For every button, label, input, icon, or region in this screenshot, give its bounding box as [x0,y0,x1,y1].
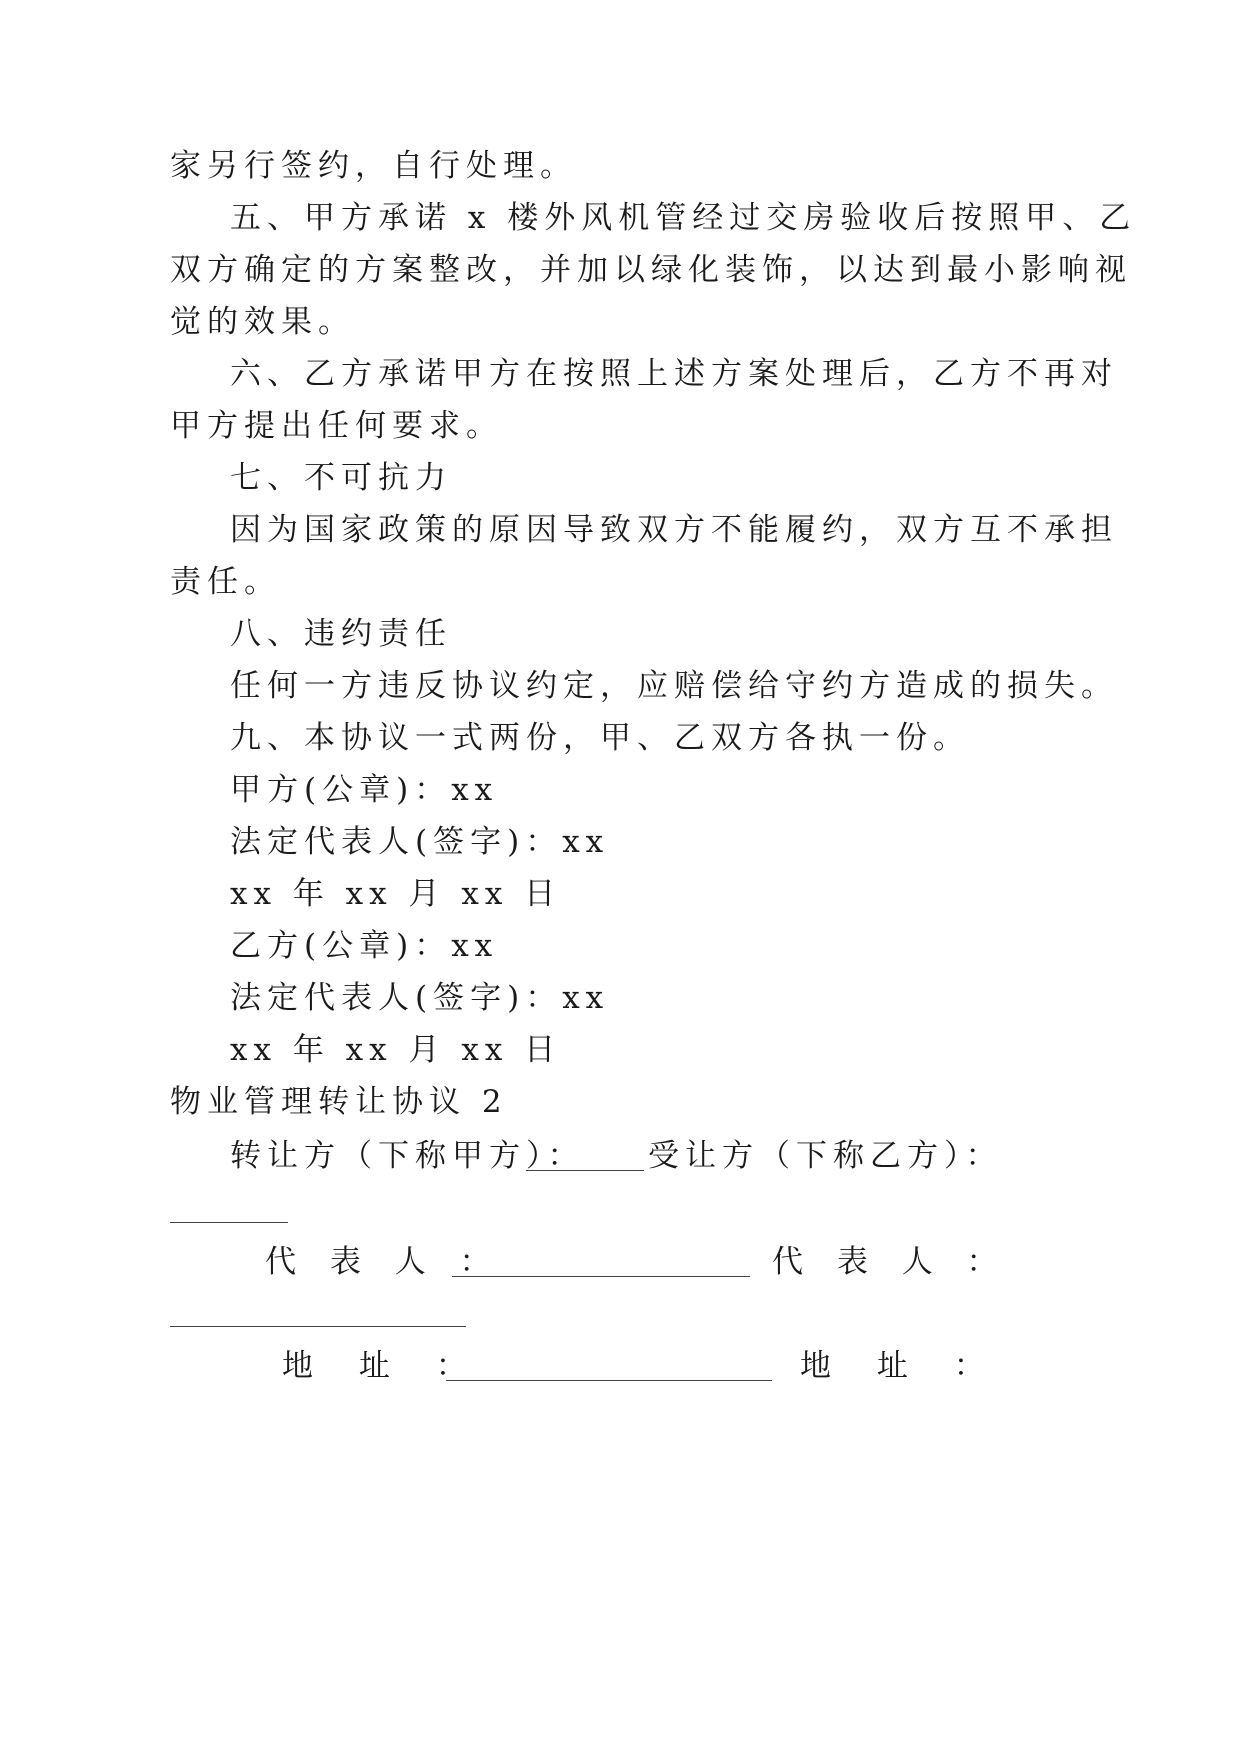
clause-7-title: 七、不可抗力 [230,460,452,496]
clause-8-title: 八、违约责任 [230,616,452,652]
clause-5-line: 觉的效果。 [170,304,355,340]
representative-b-blank [170,1326,466,1327]
transferor-label: 转让方（下称甲方）： [230,1138,585,1174]
party-a-seal: 甲方(公章)：xx [230,772,499,808]
address-a-blank [446,1380,772,1381]
party-a-date: xx 年 xx 月 xx 日 [230,876,562,912]
clause-7-line: 因为国家政策的原因导致双方不能履约，双方互不承担 [230,512,1118,548]
clause-8-line: 任何一方违反协议约定，应赔偿给守约方造成的损失。 [230,668,1118,704]
clause-6-line: 六、乙方承诺甲方在按照上述方案处理后，乙方不再对 [230,356,1118,392]
party-b-representative: 法定代表人(签字)：xx [230,980,610,1016]
clause-6-line: 甲方提出任何要求。 [170,408,503,444]
party-b-seal: 乙方(公章)：xx [230,928,499,964]
party-a-representative: 法定代表人(签字)：xx [230,824,610,860]
transferor-blank [526,1170,644,1171]
transferee-label: 受让方（下称乙方）： [648,1138,1003,1174]
representative-a-blank [452,1276,750,1277]
clause-7-line: 责任。 [170,564,281,600]
clause-5-line: 双方确定的方案整改，并加以绿化装饰，以达到最小影响视 [170,252,1132,288]
clause-9: 九、本协议一式两份，甲、乙双方各执一份。 [230,720,970,756]
transferee-blank [170,1222,288,1223]
clause-5-line: 五、甲方承诺 x 楼外风机管经过交房验收后按照甲、乙 [230,200,1137,236]
section-title: 物业管理转让协议 2 [170,1084,508,1120]
address-b-label: 地 址 ： [800,1348,1003,1384]
representative-a-label: 代 表 人 ： [265,1244,503,1280]
address-a-label: 地 址 ： [282,1348,485,1384]
party-b-date: xx 年 xx 月 xx 日 [230,1032,562,1068]
representative-b-label: 代 表 人 ： [772,1244,1010,1280]
paragraph-line: 家另行签约，自行处理。 [170,148,577,184]
